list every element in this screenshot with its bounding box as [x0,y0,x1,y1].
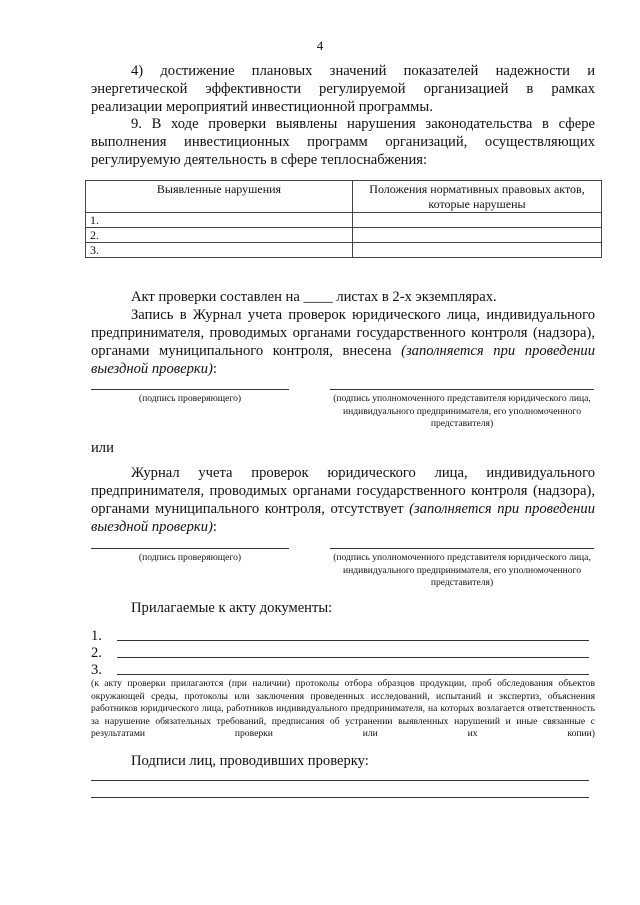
journal-absent-paragraph [91,464,595,536]
journal-record-paragraph [91,306,595,378]
table-cell [353,243,602,258]
attached-item-number: 1. [91,628,102,644]
signature-caption-inspector: (подпись проверяющего) [138,393,242,404]
colon: : [212,519,217,535]
signature-caption-representative-2: (подпись уполномоченного представителя юридического лица, индивидуального предпринимателя, его уполномоченного представителя) [333,552,591,588]
signature-line-inspector [91,389,289,390]
signature-line-inspector-2 [91,548,289,549]
table-cell [353,228,602,243]
fill-note: (заполняется при проведении выездной проверки) [91,501,595,535]
attached-item-number: 2. [91,645,102,661]
table-cell-index: 2. [86,228,353,243]
violations-table [85,180,602,258]
table-row [86,213,602,228]
or-text: или [91,440,114,456]
paragraph-4: 4) достижение плановых значений показателей надежности и энергетической эффективности регулируемой организацией в рамках реализации мероприятий инвестиционной программы. [91,63,595,115]
paragraph-9: 9. В ходе проверки выявлены нарушения законодательства в сфере выполнения инвестиционных программ организаций, осуществляющих регулируемую деятельность в сфере теплоснабжения: [91,116,595,168]
act-sheets-line: Акт проверки составлен на ____ листах в 2-х экземплярах. [131,289,497,305]
signatures-heading: Подписи лиц, проводивших проверку: [131,753,369,769]
attached-docs-note: (к акту проверки прилагаются (при наличии) протоколы отбора образцов продукции, проб обследования объектов окружающей среды, протоколы или заключения проведенных исследований, испытаний и экспертиз, объяснения работников юридического лица, работников индивидуального предпринимателя, на которых возлагается ответственность за нарушение обязательных требований, предписания об устранении выявленных нарушений и иные связанные с результатами проверки или их копии) [91,678,595,739]
journal-record-text: Запись в Журнал учета проверок юридического лица, индивидуального предпринимателя, проводимых органами государственного контроля (надзора), органами муниципального контроля, внесена [91,307,595,359]
signature-caption-inspector-2: (подпись проверяющего) [138,552,242,563]
colon: : [212,361,217,377]
table-cell [353,213,602,228]
table-header-violations: Выявленные нарушения [86,181,353,213]
signature-line [91,797,589,798]
table-row [86,228,602,243]
table-row [86,243,602,258]
fill-note: (заполняется при проведении выездной проверки) [91,343,596,377]
signature-line [91,780,589,781]
table-cell-index: 3. [86,243,353,258]
table-header-provisions: Положения нормативных правовых актов, которые нарушены [353,181,602,213]
table-cell-index: 1. [86,213,353,228]
attached-docs-heading: Прилагаемые к акту документы: [131,600,333,616]
signature-line-representative [330,389,594,390]
signature-caption-representative: (подпись уполномоченного представителя юридического лица, индивидуального предпринимателя, его уполномоченного представителя) [333,393,591,429]
signature-line-representative-2 [330,548,594,549]
attached-item-line [117,657,589,658]
page-number: 4 [316,38,324,53]
journal-absent-text: Журнал учета проверок юридического лица, индивидуального предпринимателя, проводимых органами государственного контроля (надзора), органами муниципального контроля, отсутствует [91,465,595,517]
attached-item-line [117,674,589,675]
attached-item-number: 3. [91,662,102,678]
attached-item-line [117,640,589,641]
